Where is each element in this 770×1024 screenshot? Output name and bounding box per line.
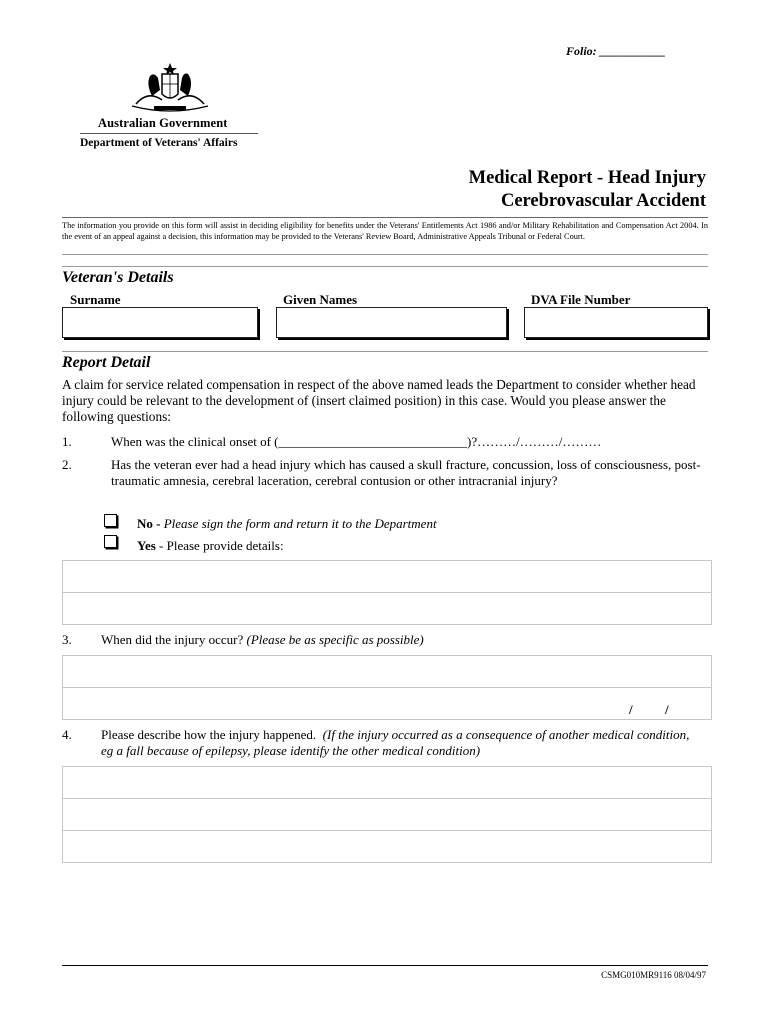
answer-line[interactable] xyxy=(63,831,711,862)
question-3-answer-box[interactable] xyxy=(62,655,712,720)
file-number-label: DVA File Number xyxy=(531,292,631,307)
government-name: Australian Government xyxy=(98,116,228,130)
date-separator: / xyxy=(629,702,633,717)
no-instruction: Please sign the form and return it to the Department xyxy=(163,516,437,531)
question-2-number: 2. xyxy=(62,457,72,472)
answer-line[interactable] xyxy=(63,799,711,831)
answer-line[interactable] xyxy=(63,688,711,719)
section-divider-2 xyxy=(62,351,708,352)
question-4-label xyxy=(101,727,691,759)
intro-divider xyxy=(62,254,708,255)
footer-divider xyxy=(62,965,708,966)
yes-label: Yes xyxy=(137,538,156,553)
given-names-label: Given Names xyxy=(283,292,358,307)
title-line-2: Cerebrovascular Accident xyxy=(500,191,706,211)
question-2-details-box[interactable] xyxy=(62,560,712,625)
report-intro-text: A claim for service related compensation in respect of the above named leads the Department to consider whether head injury could be relevant to the development of (insert claimed position) in this case. Would you please answer the following questions: xyxy=(62,377,696,424)
no-option-label xyxy=(137,516,437,532)
page-title xyxy=(469,167,706,213)
answer-line[interactable] xyxy=(63,561,711,593)
question-1-text: When was the clinical onset of (_____________________________)?………/………/……… xyxy=(111,434,602,449)
question-4-number: 4. xyxy=(62,727,72,742)
header-divider xyxy=(80,133,258,134)
answer-line[interactable] xyxy=(63,656,711,688)
question-4-instruction: (If the injury occurred as a consequence of another medical condition, eg a fall because of epilepsy, please identify the other medical condition) xyxy=(101,727,690,758)
question-3-number: 3. xyxy=(62,632,72,647)
given-names-field[interactable] xyxy=(276,307,507,338)
department-name: Department of Veterans' Affairs xyxy=(80,137,238,149)
question-1-number: 1. xyxy=(62,434,72,449)
yes-instruction: - Please provide details: xyxy=(159,538,284,553)
title-line-1: Medical Report - Head Injury xyxy=(468,168,706,188)
answer-line[interactable] xyxy=(63,593,711,624)
yes-option-label xyxy=(137,538,284,554)
question-3-instruction: (Please be as specific as possible) xyxy=(246,632,424,647)
answer-line[interactable] xyxy=(63,767,711,799)
surname-label: Surname xyxy=(70,292,121,307)
section-divider xyxy=(62,266,708,267)
coat-of-arms-logo xyxy=(128,60,212,116)
title-divider xyxy=(62,217,708,218)
question-4-text: Please describe how the injury happened. xyxy=(101,727,317,742)
question-3-label xyxy=(101,632,424,648)
veterans-details-heading: Veteran's Details xyxy=(62,269,174,286)
surname-field[interactable] xyxy=(62,307,258,338)
file-number-field[interactable] xyxy=(524,307,708,338)
question-4-answer-box[interactable] xyxy=(62,766,712,863)
date-separator: / xyxy=(665,702,669,717)
form-code: CSMG010MR9116 08/04/97 xyxy=(601,970,706,980)
folio-field: Folio: ___________ xyxy=(566,44,666,58)
no-label: No - xyxy=(137,516,161,531)
report-detail-heading: Report Detail xyxy=(62,354,151,371)
no-checkbox[interactable] xyxy=(104,514,117,527)
intro-text: The information you provide on this form will assist in deciding eligibility for benefits under the Veterans' Entitlements Act 1986 and/or Military Rehabilitation and Compensation Act 2004. In the event of an appeal against a decision, this information may be provided to the Veterans' Review Board, Administrative Appeals Tribunal or Federal Court. xyxy=(62,221,708,241)
yes-checkbox[interactable] xyxy=(104,535,117,548)
question-3-text: When did the injury occur? xyxy=(101,632,244,647)
question-2-text: Has the veteran ever had a head injury which has caused a skull fracture, concussion, loss of consciousness, post-traumatic amnesia, cerebral laceration, cerebral contusion or other intracranial injury? xyxy=(111,457,701,488)
